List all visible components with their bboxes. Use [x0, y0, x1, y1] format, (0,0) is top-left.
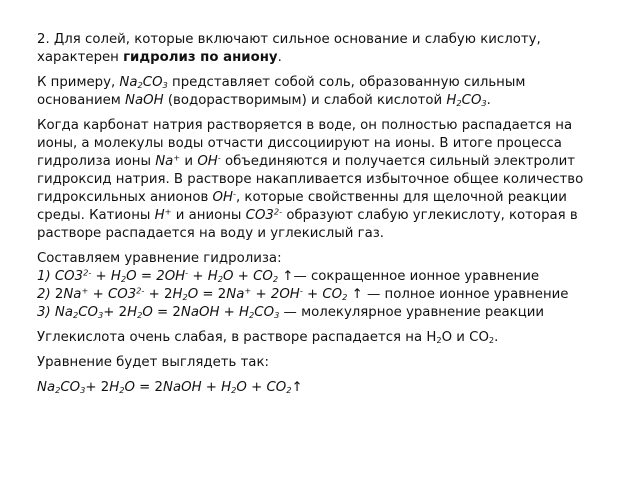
- paragraph-text: .: [277, 50, 282, 65]
- paragraph-text: (водорастворимым) и слабой кислотой: [163, 93, 447, 108]
- ion-oh: OH-: [212, 188, 236, 205]
- ion-na: Na+: [155, 152, 181, 169]
- paragraph-text: 2. Для солей, которые включают сильное основание и слабую кислоту, характерен: [37, 32, 541, 65]
- final-equation: $Na_2CO_3+ 2H_2O$ = 2NaOH + $H_2O$ + $CO_2↑$: [37, 380, 303, 396]
- paragraph-final-intro: Уравнение будет выглядеть так:: [37, 355, 269, 370]
- paragraph-text: объединяются и получается сильный электролит гидроксид натрия. В растворе накапливается избыточное общее количество гидроксильных анионов: [37, 154, 584, 205]
- ion-h: H+: [154, 206, 172, 223]
- formula-carbonic-acid: $H_2CO_3$: [446, 93, 487, 109]
- paragraph-anion-hydrolysis: [37, 31, 612, 67]
- ion-oh: OH-: [197, 152, 221, 169]
- equation-2: 2) $2Na^+ + CO3^{2-} + 2H_2O = 2Na^+ + 2OH^- + CO_2$ ↑ — полное ионное уравнение: [37, 285, 569, 303]
- formula-naoh: NaOH: [125, 93, 164, 108]
- paragraph-text: образуют слабую углекислоту, которая в растворе распадается на воду и углекислый газ.: [37, 208, 578, 241]
- paragraph-example: К примеру, $Na_2CO_3$ представляет собой соль, образованную сильным основанием NaOH (водорастворимым) и слабой кислотой $H_2CO_3$.: [37, 75, 526, 109]
- paragraph-text: Когда карбонат натрия растворяется в воде, он полностью распадается на ионы, а молекулы воды отчасти диссоциируют на ионы. В итоге процесса гидролиза ионы: [37, 118, 573, 169]
- equation-1: 1) $CO3^{2-} + H_2O = 2OH^- + H_2O + CO_2$ ↑— сокращенное ионное уравнение: [37, 267, 540, 285]
- ion-co3: $CO3^{2-}$: [245, 206, 283, 223]
- paragraph-text: К примеру,: [37, 75, 120, 90]
- paragraph-carbonic-acid: Углекислота очень слабая, в растворе распадается на $H_2O$ и $CO_2$.: [37, 330, 499, 346]
- bold-term: гидролиз по аниону: [123, 50, 278, 65]
- equations-title: Составляем уравнение гидролиза:: [37, 251, 282, 266]
- paragraph-text: , которые свойственны для щелочной реакции среды. Катионы: [37, 190, 567, 223]
- paragraph-dissolution: Когда карбонат натрия растворяется в воде, он полностью распадается на ионы, а молекулы воды отчасти диссоциируют на ионы. В итоге процесса гидролиза ионы Na+ и OH- объединяются и получается сильный электролит гидроксид натрия. В растворе накапливается избыточное общее количество гидроксильных анионов OH-, которые свойственны для щелочной реакции среды. Катионы H+ и анионы $CO3^{2-}$ образуют слабую углекислоту, которая в растворе распадается на воду и углекислый газ.: [37, 118, 584, 241]
- paragraph-text: представляет собой соль, образованную сильным основанием: [37, 75, 526, 108]
- equation-3: 3) $Na_2CO_3+ 2H_2O$ = 2NaOH + $H_2CO_3$ — молекулярное уравнение реакции: [37, 305, 545, 321]
- paragraph-equations: [37, 250, 612, 322]
- document-body: [37, 31, 612, 404]
- formula-sodium-carbonate: $Na_2CO_3$: [119, 75, 168, 91]
